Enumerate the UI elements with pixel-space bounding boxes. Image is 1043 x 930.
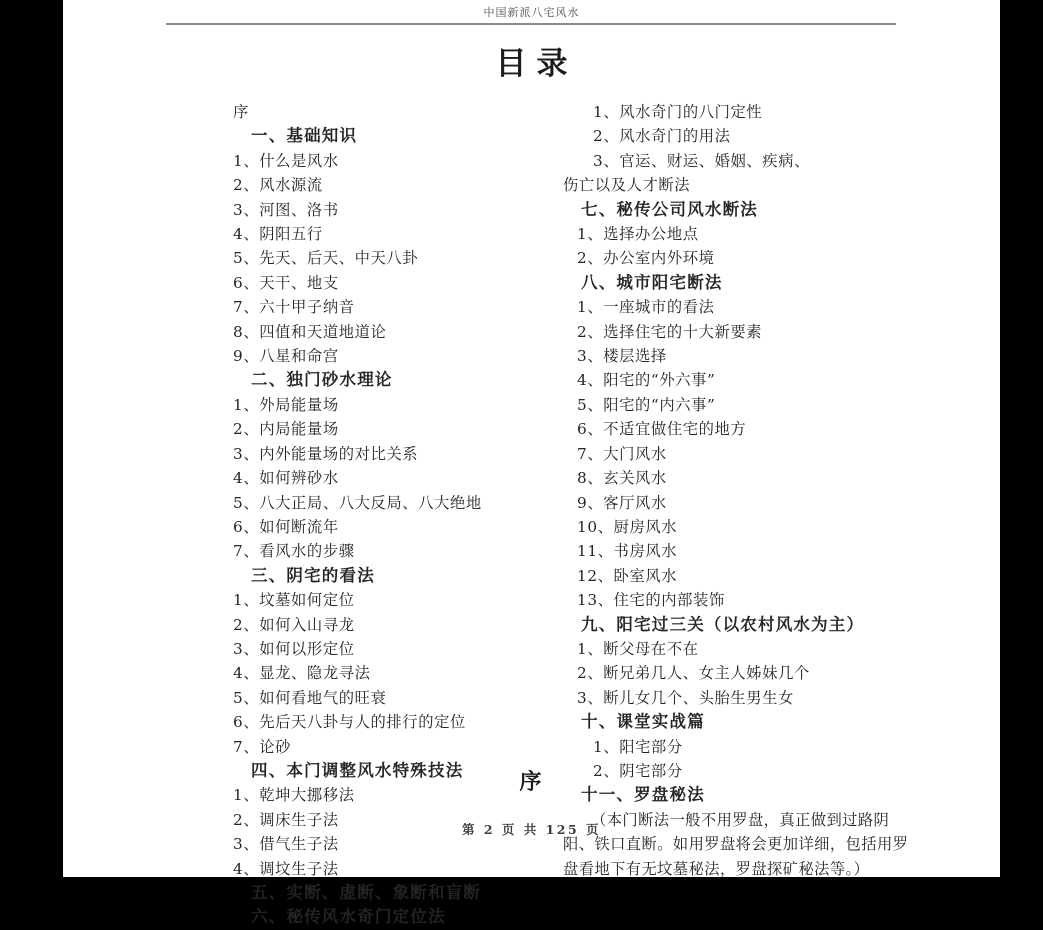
toc-entry[interactable]: 8、四值和天道地道论: [233, 322, 387, 341]
toc-section-heading[interactable]: 八、城市阳宅断法: [581, 272, 723, 292]
toc-entry[interactable]: 3、断儿女几个、头胎生男生女: [577, 688, 794, 707]
toc-entry[interactable]: 2、内局能量场: [233, 420, 339, 439]
toc-entry[interactable]: 6、天干、地支: [233, 273, 339, 292]
toc-entry[interactable]: 7、大门风水: [577, 444, 667, 463]
toc-column-right: [563, 100, 923, 881]
running-header-title: 中国新派八宅风水: [483, 6, 580, 19]
toc-entry[interactable]: 4、显龙、隐龙寻法: [233, 664, 371, 683]
toc-entry[interactable]: 9、八星和命宫: [233, 347, 339, 366]
toc-section-heading[interactable]: 一、基础知识: [251, 126, 358, 146]
toc-section-heading[interactable]: 五、实断、虚断、象断和盲断: [251, 883, 482, 902]
document-page: [63, 0, 1000, 927]
toc-entry[interactable]: 3、借气生子法: [233, 835, 339, 854]
toc-entry[interactable]: 11、书房风水: [577, 542, 678, 561]
toc-entry[interactable]: 4、阳宅的“外六事”: [577, 371, 716, 390]
toc-column-left: [233, 100, 533, 930]
toc-entry[interactable]: 2、风水奇门的用法: [593, 127, 731, 146]
page-title: 目录: [495, 46, 578, 82]
toc-entry[interactable]: 2、风水源流: [233, 176, 323, 195]
toc-entry[interactable]: 7、六十甲子纳音: [233, 298, 355, 317]
toc-entry[interactable]: 5、先天、后天、中天八卦: [233, 249, 419, 268]
toc-entry[interactable]: 1、断父母在不在: [577, 639, 699, 658]
page-footer: 第 2 页 共 125 页: [461, 822, 602, 837]
toc-entry[interactable]: 12、卧室风水: [577, 566, 678, 585]
toc-entry[interactable]: 5、阳宅的“内六事”: [577, 395, 716, 414]
toc-section-heading[interactable]: 六、秘传风水奇门定位法: [251, 907, 446, 927]
toc-entry[interactable]: 1、什么是风水: [233, 151, 339, 170]
toc-entry[interactable]: 3、河图、洛书: [233, 200, 339, 219]
toc-entry[interactable]: 4、如何辨砂水: [233, 469, 339, 488]
toc-entry[interactable]: 2、如何入山寻龙: [233, 615, 355, 634]
toc-section-heading[interactable]: 七、秘传公司风水断法: [581, 199, 758, 219]
toc-entry[interactable]: 4、阴阳五行: [233, 225, 323, 244]
toc-entry[interactable]: 5、八大正局、八大反局、八大绝地: [233, 493, 482, 512]
toc-entry[interactable]: 2、阴宅部分: [593, 761, 683, 780]
toc-entry[interactable]: 1、一座城市的看法: [577, 298, 715, 317]
toc-entry[interactable]: 2、选择住宅的十大新要素: [577, 322, 763, 341]
toc-entry[interactable]: 1、阳宅部分: [593, 737, 683, 756]
toc-section-heading[interactable]: 九、阳宅过三关（以农村风水为主）: [581, 614, 865, 634]
toc-section-heading[interactable]: 三、阴宅的看法: [251, 565, 375, 585]
toc-entry[interactable]: 3、官运、财运、婚姻、疾病、: [593, 151, 810, 170]
toc-entry[interactable]: 8、玄关风水: [577, 469, 667, 488]
toc-entry[interactable]: 1、坟墓如何定位: [233, 591, 355, 610]
toc-entry[interactable]: 1、外局能量场: [233, 395, 339, 414]
header-rule-divider: [166, 23, 896, 25]
toc-entry[interactable]: 6、先后天八卦与人的排行的定位: [233, 713, 466, 732]
toc-entry[interactable]: 1、选择办公地点: [577, 225, 699, 244]
toc-entry[interactable]: 6、不适宜做住宅的地方: [577, 420, 747, 439]
toc-entry[interactable]: 2、调床生子法: [233, 810, 339, 829]
toc-section-heading[interactable]: 十一、罗盘秘法: [581, 785, 705, 805]
toc-entry[interactable]: 伤亡以及人才断法: [563, 176, 691, 195]
toc-entry[interactable]: 1、风水奇门的八门定性: [593, 103, 763, 121]
toc-section-heading[interactable]: 二、独门砂水理论: [251, 370, 393, 390]
toc-entry[interactable]: 5、如何看地气的旺衰: [233, 688, 387, 707]
toc-entry[interactable]: 6、如何断流年: [233, 517, 339, 536]
toc-entry[interactable]: 序: [233, 103, 249, 121]
toc-entry[interactable]: 4、调坟生子法: [233, 859, 339, 878]
toc-entry[interactable]: 9、客厅风水: [577, 493, 667, 512]
toc-entry[interactable]: 3、楼层选择: [577, 347, 667, 366]
toc-entry[interactable]: 2、办公室内外环境: [577, 249, 715, 268]
toc-entry[interactable]: 1、乾坤大挪移法: [233, 786, 355, 805]
toc-entry[interactable]: 10、厨房风水: [577, 517, 678, 536]
toc-entry[interactable]: 3、内外能量场的对比关系: [233, 444, 419, 463]
toc-entry[interactable]: 2、断兄弟几人、女主人姊妹几个: [577, 664, 810, 683]
preface-heading: 序: [519, 769, 544, 795]
toc-entry[interactable]: 7、看风水的步骤: [233, 542, 355, 561]
page-header: [63, 0, 1000, 28]
toc-entry[interactable]: 13、住宅的内部装饰: [577, 591, 725, 610]
toc-entry[interactable]: 3、如何以形定位: [233, 639, 355, 658]
toc-section-heading[interactable]: 四、本门调整风水特殊技法: [251, 760, 464, 780]
toc-entry[interactable]: 7、论砂: [233, 737, 292, 756]
luopan-note-paragraph: （本门断法一般不用罗盘，真正做到过路阴阳、铁口直断。如用罗盘将会更加详细，包括用罗盘看地下有无坟墓秘法，罗盘探矿秘法等。）: [563, 810, 909, 878]
toc-section-heading[interactable]: 十、课堂实战篇: [581, 712, 705, 732]
